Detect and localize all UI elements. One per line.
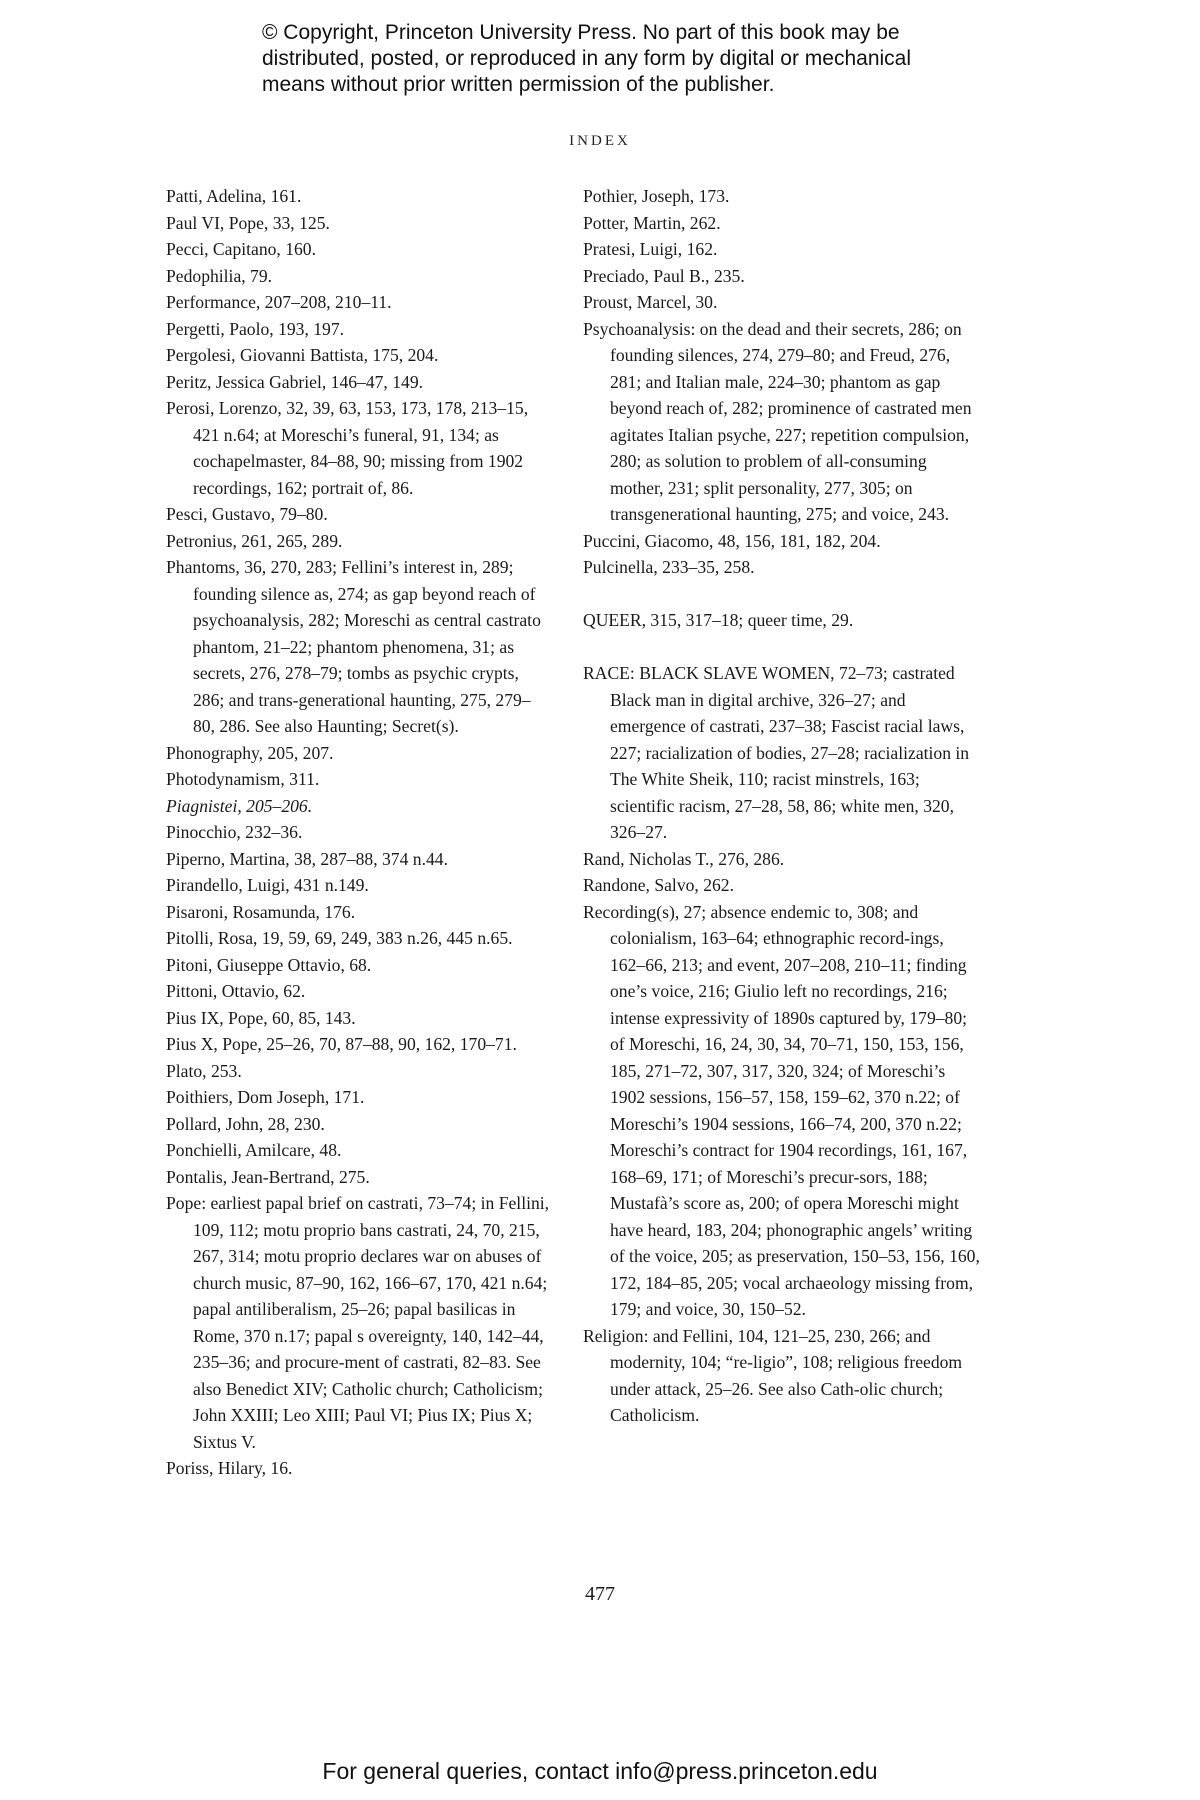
copyright-line: © Copyright, Princeton University Press. No part of this book may be — [262, 21, 900, 44]
index-entry: Pittoni, Ottavio, 62. — [166, 981, 306, 1001]
footer-contact: For general queries, contact info@press.princeton.edu — [322, 1758, 878, 1784]
index-entry: Pulcinella, 233–35, 258. — [583, 557, 755, 577]
index-entry: Pitolli, Rosa, 19, 59, 69, 249, 383 n.26, 445 n.65. — [166, 928, 513, 948]
index-column-left — [166, 183, 551, 1482]
index-entry: Plato, 253. — [166, 1060, 242, 1081]
index-entry: Petronius, 261, 265, 289. — [166, 530, 343, 551]
running-head: INDEX — [569, 133, 631, 149]
index-entry: Religion: and Fellini, 104, 121–25, 230, 266; and modernity, 104; “re-ligio”, 108; religious freedom under attack, 25–26. See also Cath-olic church; Catholicism. — [583, 1325, 963, 1425]
index-entry: Pisaroni, Rosamunda, 176. — [166, 901, 356, 922]
index-column-right — [583, 183, 981, 1429]
index-entry: Pollard, John, 28, 230. — [166, 1113, 325, 1134]
index-entry: Proust, Marcel, 30. — [583, 292, 718, 312]
copyright-line: distributed, posted, or reproduced in any form by digital or mechanical — [262, 47, 912, 70]
index-entry-section-r: RACE: BLACK SLAVE WOMEN, 72–73; castrated Black man in digital archive, 326–27; and emergence of castrati, 237–38; Fascist racial laws, 227; racialization of bodies, 27–28; racialization in The White Sheik, 110; racist minstrels, 163; scientific racism, 27–28, 58, 86; white men, 320, 326–27. — [583, 663, 970, 842]
index-entry: Pergetti, Paolo, 193, 197. — [166, 318, 345, 339]
index-entry: Pius X, Pope, 25–26, 70, 87–88, 90, 162, 170–71. — [166, 1034, 517, 1054]
index-entry: Pecci, Capitano, 160. — [166, 239, 317, 259]
index-entry: Poriss, Hilary, 16. — [166, 1458, 293, 1478]
index-entry: Puccini, Giacomo, 48, 156, 181, 182, 204. — [583, 530, 881, 551]
index-entry: Pothier, Joseph, 173. — [583, 186, 730, 206]
index-entry: Pontalis, Jean-Bertrand, 275. — [166, 1166, 370, 1187]
index-entry: Patti, Adelina, 161. — [166, 186, 302, 206]
copyright-notice — [262, 20, 962, 98]
index-entry: Rand, Nicholas T., 276, 286. — [583, 848, 785, 869]
index-entry: Piagnistei, 205–206. — [166, 795, 313, 816]
index-entry: Potter, Martin, 262. — [583, 212, 721, 233]
index-entry: Phonography, 205, 207. — [166, 742, 334, 763]
index-entry: Performance, 207–208, 210–11. — [166, 292, 392, 312]
index-entry: Piperno, Martina, 38, 287–88, 374 n.44. — [166, 848, 448, 869]
index-entry: Peritz, Jessica Gabriel, 146–47, 149. — [166, 371, 424, 392]
index-entry: Phantoms, 36, 270, 283; Fellini’s interest in, 289; founding silence as, 274; as gap beyond reach of psychoanalysis, 282; Moreschi as central castrato phantom, 21–22; phantom phenomena, 31; as secrets, 276, 278–79; tombs as psychic crypts, 286; and trans-generational haunting, 275, 279–80, 286. See also Haunting; Secret(s). — [166, 557, 541, 736]
copyright-line: means without prior written permission of the publisher. — [262, 73, 775, 96]
index-entry: Randone, Salvo, 262. — [583, 875, 734, 895]
index-entry: Preciado, Paul B., 235. — [583, 265, 745, 286]
index-entry: Pinocchio, 232–36. — [166, 822, 303, 842]
index-entry: Pesci, Gustavo, 79–80. — [166, 504, 328, 524]
page-number: 477 — [585, 1583, 615, 1605]
index-entry: Recording(s), 27; absence endemic to, 308; and colonialism, 163–64; ethnographic record-ings, 162–66, 213; and event, 207–208, 210–11; finding one’s voice, 216; Giulio left no recordings, 216; intense expressivity of 1890s captured by, 179–80; of Moreschi, 16, 24, 30, 34, 70–71, 150, 153, 156, 185, 271–72, 307, 317, 320, 324; of Moreschi’s 1902 sessions, 156–57, 158, 159–62, 370 n.22; of Moreschi’s 1904 sessions, 166–74, 200, 370 n.22; Moreschi’s contract for 1904 recordings, 161, 167, 168–69, 171; of Moreschi’s precur-sors, 188; Mustafà’s score as, 200; of opera Moreschi might have heard, 183, 204; phonographic angels’ writing of the voice, 205; as preservation, 150–53, 156, 160, 172, 184–85, 205; vocal archaeology missing from, 179; and voice, 30, 150–52. — [583, 901, 980, 1319]
index-entry: Photodynamism, 311. — [166, 769, 320, 789]
index-entry: Pope: earliest papal brief on castrati, 73–74; in Fellini, 109, 112; motu proprio bans castrati, 24, 70, 215, 267, 314; motu proprio declares war on abuses of church music, 87–90, 162, 166–67, 170, 421 n.64; papal antiliberalism, 25–26; papal basilicas in Rome, 370 n.17; papal s overeignty, 140, 142–44, 235–36; and procure-ment of castrati, 82–83. See also Benedict XIV; Catholic church; Catholicism; John XXIII; Leo XIII; Paul VI; Pius IX; Pius X; Sixtus V. — [166, 1193, 550, 1452]
index-entry: Pedophilia, 79. — [166, 265, 273, 286]
index-entry: Perosi, Lorenzo, 32, 39, 63, 153, 173, 178, 213–15, 421 n.64; at Moreschi’s funeral, 91, 134; as cochapelmaster, 84–88, 90; missing from 1902 recordings, 162; portrait of, 86. — [166, 398, 529, 498]
index-entry-section-q: QUEER, 315, 317–18; queer time, 29. — [583, 610, 854, 630]
index-entry: Ponchielli, Amilcare, 48. — [166, 1140, 342, 1160]
index-entry: Pratesi, Luigi, 162. — [583, 239, 718, 259]
index-entry: Poithiers, Dom Joseph, 171. — [166, 1087, 365, 1107]
index-entry: Paul VI, Pope, 33, 125. — [166, 212, 330, 233]
index-entry: Pius IX, Pope, 60, 85, 143. — [166, 1007, 356, 1028]
index-entry: Pitoni, Giuseppe Ottavio, 68. — [166, 954, 372, 975]
index-entry: Pirandello, Luigi, 431 n.149. — [166, 875, 369, 895]
index-entry: Pergolesi, Giovanni Battista, 175, 204. — [166, 345, 439, 365]
index-entry: Psychoanalysis: on the dead and their secrets, 286; on founding silences, 274, 279–80; and Freud, 276, 281; and Italian male, 224–30; phantom as gap beyond reach of, 282; prominence of castrated men agitates Italian psyche, 227; repetition compulsion, 280; as solution to problem of all-consuming mother, 231; split personality, 277, 305; on transgenerational haunting, 275; and voice, 243. — [583, 318, 972, 524]
